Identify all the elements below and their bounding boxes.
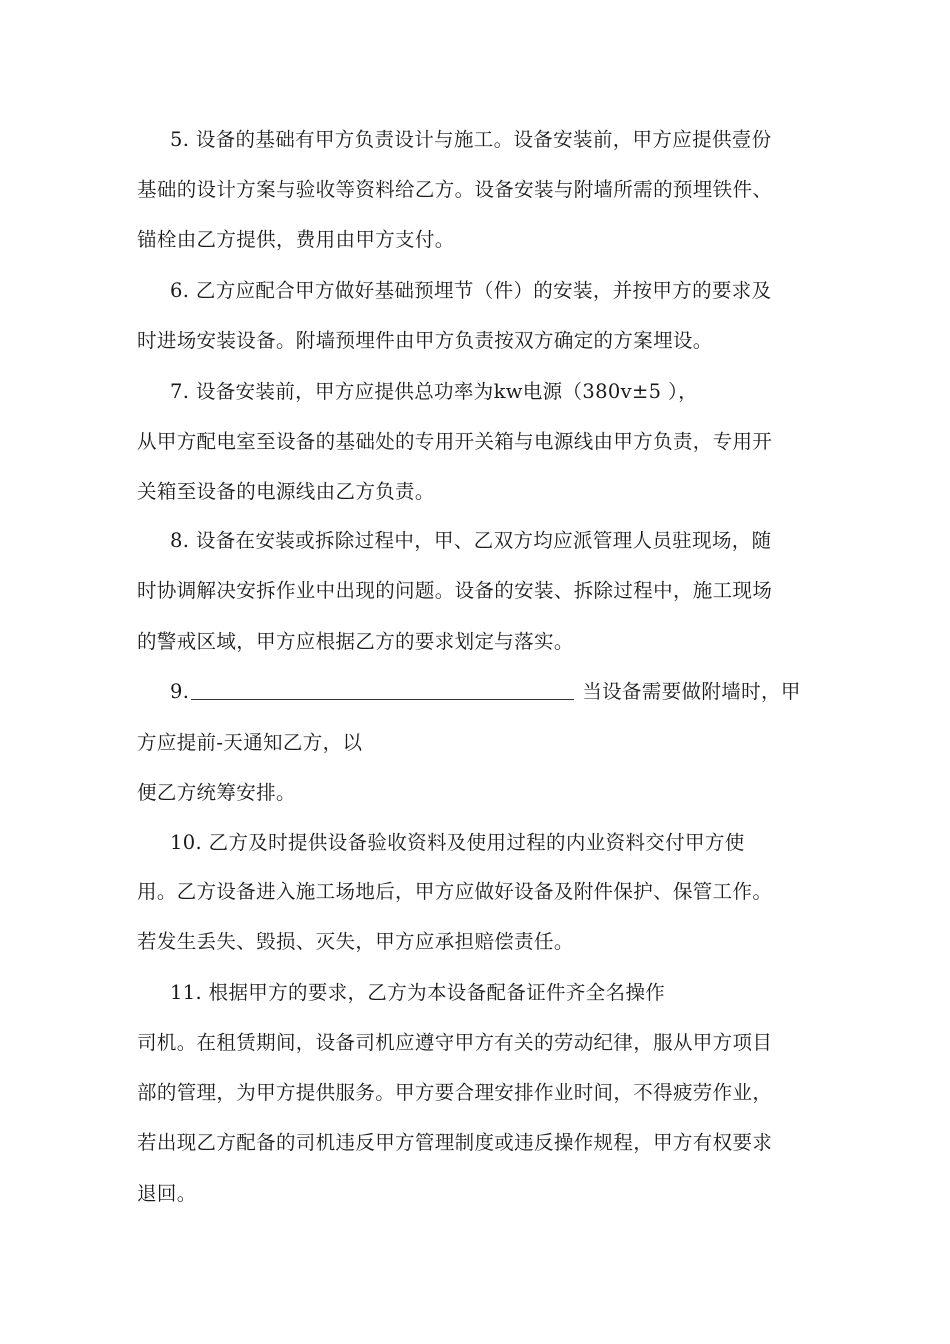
clause-5-line-2: 基础的设计方案与验收等资料给乙方。设备安装与附墙所需的预埋铁件、 (137, 178, 773, 201)
clause-7-line-3: 关箱至设备的电源线由乙方负责。 (137, 480, 435, 503)
clause-7-line-2: 从甲方配电室至设备的基础处的专用开关箱与电源线由甲方负责，专用开 (137, 430, 773, 453)
clause-9-text: 当设备需要做附墙时，甲 (582, 680, 801, 703)
clause-10-line-3: 若发生丢失、毁损、灭失，甲方应承担赔偿责任。 (137, 930, 574, 953)
clause-9-number: 9. (170, 680, 190, 703)
clause-9-line-3: 便乙方统筹安排。 (137, 781, 296, 804)
clause-6-line-1: 6. 乙方应配合甲方做好基础预埋节（件）的安装，并按甲方的要求及 (170, 279, 772, 302)
clause-11-line-3: 部的管理，为甲方提供服务。甲方要合理安排作业时间，不得疲劳作业， (137, 1081, 773, 1104)
clause-9-line-1 (170, 674, 801, 710)
clause-8-line-2: 时协调解决安拆作业中出现的问题。设备的安装、拆除过程中，施工现场 (137, 579, 773, 602)
clause-11-line-1: 11. 根据甲方的要求，乙方为本设备配备证件齐全名操作 (170, 981, 666, 1004)
clause-11-line-2: 司机。在租赁期间，设备司机应遵守甲方有关的劳动纪律，服从甲方项目 (137, 1031, 773, 1054)
clause-10-line-1: 10. 乙方及时提供设备验收资料及使用过程的内业资料交付甲方使 (170, 831, 745, 854)
clause-10-line-2: 用。乙方设备进入施工场地后，甲方应做好设备及附件保护、保管工作。 (137, 880, 773, 903)
clause-7-line-1: 7. 设备安装前，甲方应提供总功率为kw电源（380v±5 ）， (170, 380, 698, 403)
clause-11-line-4: 若出现乙方配备的司机违反甲方管理制度或违反操作规程，甲方有权要求 (137, 1131, 773, 1154)
clause-8-line-3: 的警戒区域，甲方应根据乙方的要求划定与落实。 (137, 630, 574, 653)
clause-9-line-2: 方应提前-天通知乙方，以 (137, 731, 363, 754)
fill-in-blank-line (191, 677, 574, 700)
clause-11-line-5: 退回。 (137, 1182, 197, 1205)
clause-5-line-1: 5. 设备的基础有甲方负责设计与施工。设备安装前，甲方应提供壹份 (170, 128, 772, 151)
clause-5-line-3: 锚栓由乙方提供，费用由甲方支付。 (137, 228, 455, 251)
clause-8-line-1: 8. 设备在安装或拆除过程中，甲、乙双方均应派管理人员驻现场，随 (170, 529, 772, 552)
clause-6-line-2: 时进场安装设备。附墙预埋件由甲方负责按双方确定的方案埋设。 (137, 329, 713, 352)
